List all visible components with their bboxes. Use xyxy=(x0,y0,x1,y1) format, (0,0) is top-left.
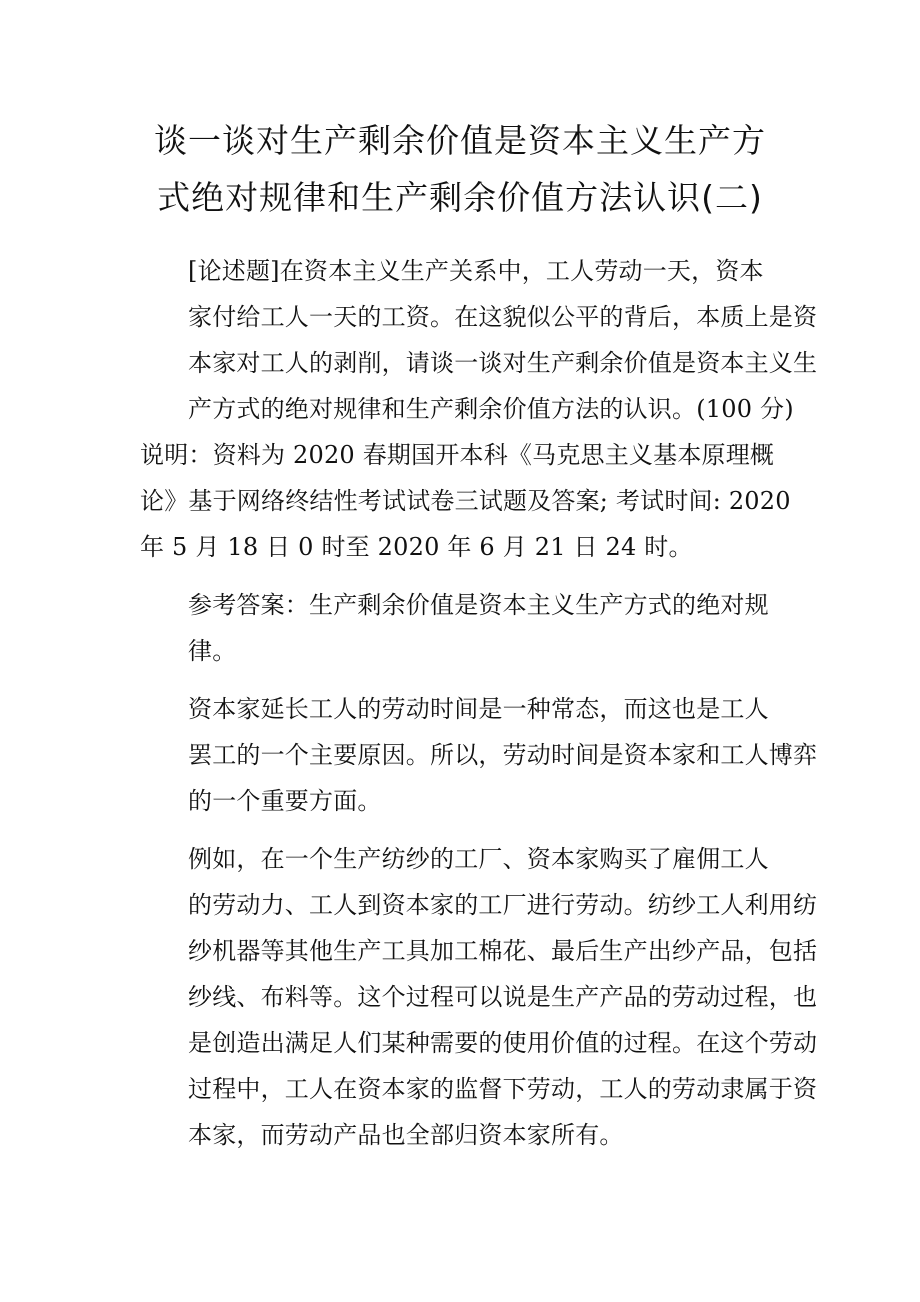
text-line: 纱线、布料等。这个过程可以说是生产产品的劳动过程，也 xyxy=(188,983,818,1011)
document-body xyxy=(140,248,818,1170)
text-line: 律。 xyxy=(188,637,237,665)
text-line: 年 5 月 18 日 0 时至 2020 年 6 月 21 日 24 时。 xyxy=(140,533,693,561)
text-line: 本家对工人的剥削，请谈一谈对生产剩余价值是资本主义生 xyxy=(188,349,818,377)
question-paragraph xyxy=(140,248,818,432)
text-line: [论述题]在资本主义生产关系中，工人劳动一天，资本 xyxy=(188,257,764,285)
text-line: 产方式的绝对规律和生产剩余价值方法的认识。(100 分) xyxy=(188,395,794,423)
title-line-2: 式绝对规律和生产剩余价值方法认识(二) xyxy=(157,178,763,217)
text-line: 的劳动力、工人到资本家的工厂进行劳动。纺纱工人利用纺 xyxy=(188,891,818,919)
text-line: 纱机器等其他生产工具加工棉花、最后生产出纱产品，包括 xyxy=(188,937,818,965)
text-line: 过程中，工人在资本家的监督下劳动，工人的劳动隶属于资 xyxy=(188,1075,818,1103)
body-paragraph xyxy=(140,686,818,824)
text-line: 的一个重要方面。 xyxy=(188,787,382,815)
text-line: 论》基于网络终结性考试试卷三试题及答案; 考试时间: 2020 xyxy=(140,487,791,515)
text-line: 说明：资料为 2020 春期国开本科《马克思主义基本原理概 xyxy=(140,441,775,469)
text-line: 例如，在一个生产纺纱的工厂、资本家购买了雇佣工人 xyxy=(188,845,769,873)
answer-paragraph xyxy=(140,582,780,674)
text-line: 资本家延长工人的劳动时间是一种常态，而这也是工人 xyxy=(188,695,769,723)
note-paragraph xyxy=(140,432,791,570)
text-line: 罢工的一个主要原因。所以，劳动时间是资本家和工人博弈 xyxy=(188,741,818,769)
body-paragraph xyxy=(140,836,818,1158)
text-line: 是创造出满足人们某种需要的使用价值的过程。在这个劳动 xyxy=(188,1029,818,1057)
text-line: 参考答案：生产剩余价值是资本主义生产方式的绝对规 xyxy=(188,591,769,619)
document-title xyxy=(150,112,770,226)
text-line: 本家，而劳动产品也全部归资本家所有。 xyxy=(188,1121,624,1149)
title-line-1: 谈一谈对生产剩余价值是资本主义生产方 xyxy=(154,121,766,160)
text-line: 家付给工人一天的工资。在这貌似公平的背后，本质上是资 xyxy=(188,303,818,331)
